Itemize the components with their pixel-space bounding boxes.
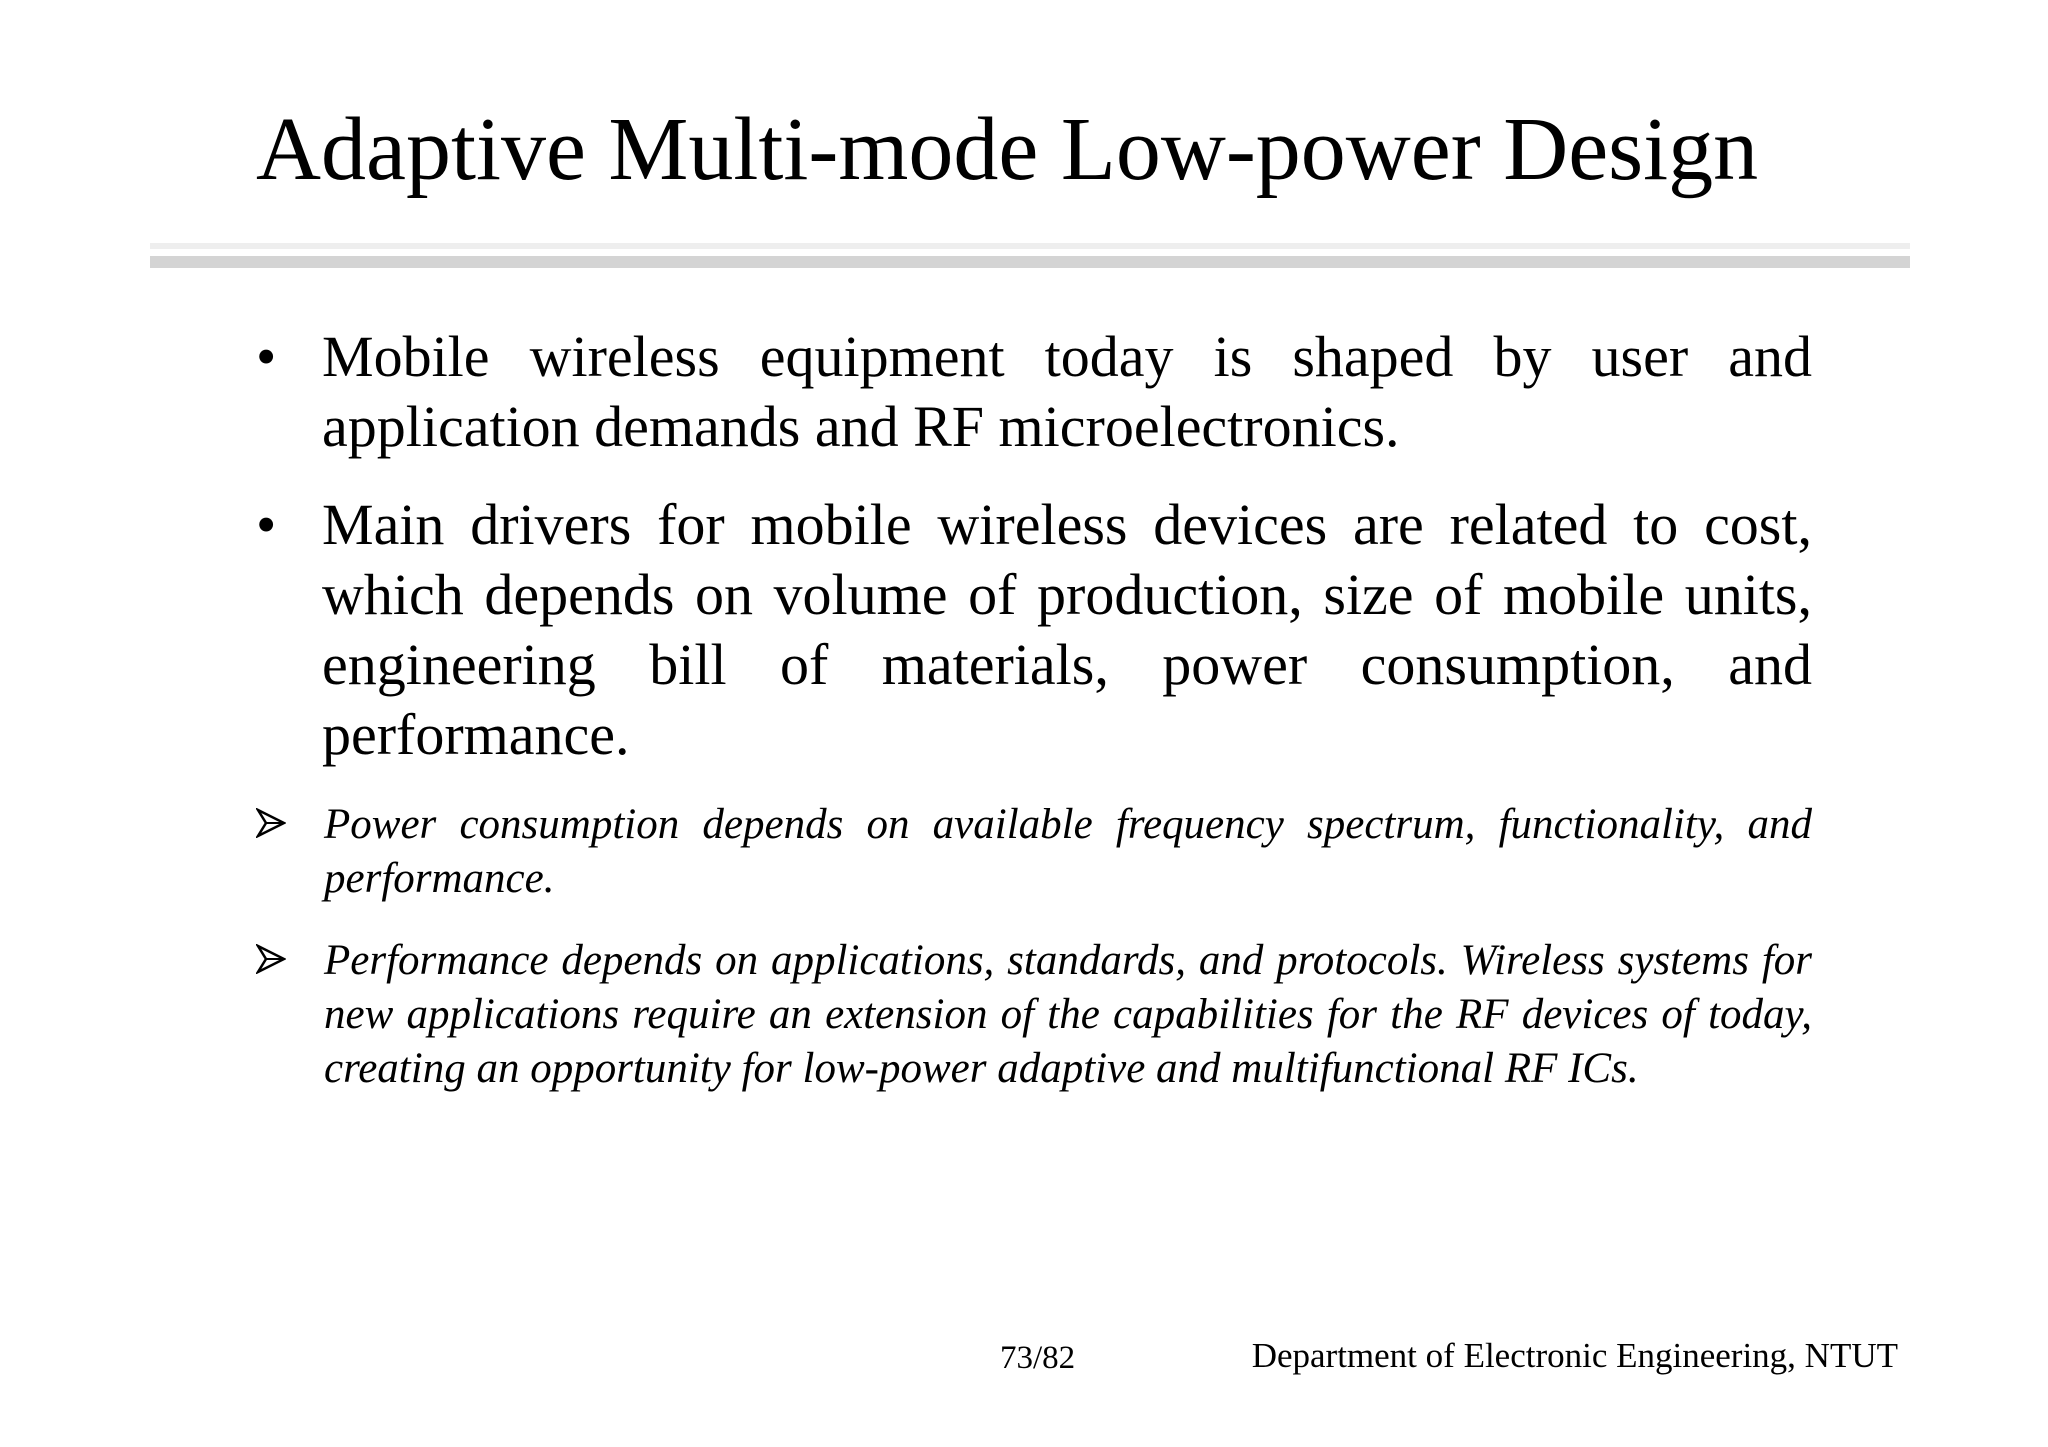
- bullet-item-1: [256, 322, 1812, 462]
- department-footer: Department of Electronic Engineering, NTUT: [1251, 1336, 1898, 1375]
- bullet-marker: •: [256, 492, 277, 557]
- arrowhead-bullet-icon: [256, 808, 286, 838]
- page-number: 73/82: [1000, 1340, 1076, 1376]
- bullet-text: Main drivers for mobile wireless devices are related to cost, which depends on volume of production, size of mobile units, engineering bill of materials, power consumption, and performance.: [322, 492, 1812, 767]
- title-divider-dark: [150, 256, 1910, 268]
- bullet-text: Mobile wireless equipment today is shaped by user and application demands and RF microelectronics.: [322, 324, 1812, 459]
- sub-bullet-item-2: [256, 934, 1812, 1096]
- sub-bullet-text: Performance depends on applications, standards, and protocols. Wireless systems for new applications require an extension of the capabilities for the RF devices of today, creating an opportunity for low-power adaptive and multifunctional RF ICs.: [324, 937, 1812, 1092]
- arrowhead-bullet-icon: [256, 944, 286, 974]
- sub-bullet-item-1: [256, 798, 1812, 906]
- slide-title: Adaptive Multi-mode Low-power Design: [256, 100, 1759, 199]
- sub-bullet-text: Power consumption depends on available frequency spectrum, functionality, and performance.: [324, 801, 1812, 902]
- title-divider-light: [150, 243, 1910, 249]
- bullet-item-2: [256, 490, 1812, 770]
- slide-body: [256, 322, 1812, 1124]
- bullet-marker: •: [256, 324, 277, 389]
